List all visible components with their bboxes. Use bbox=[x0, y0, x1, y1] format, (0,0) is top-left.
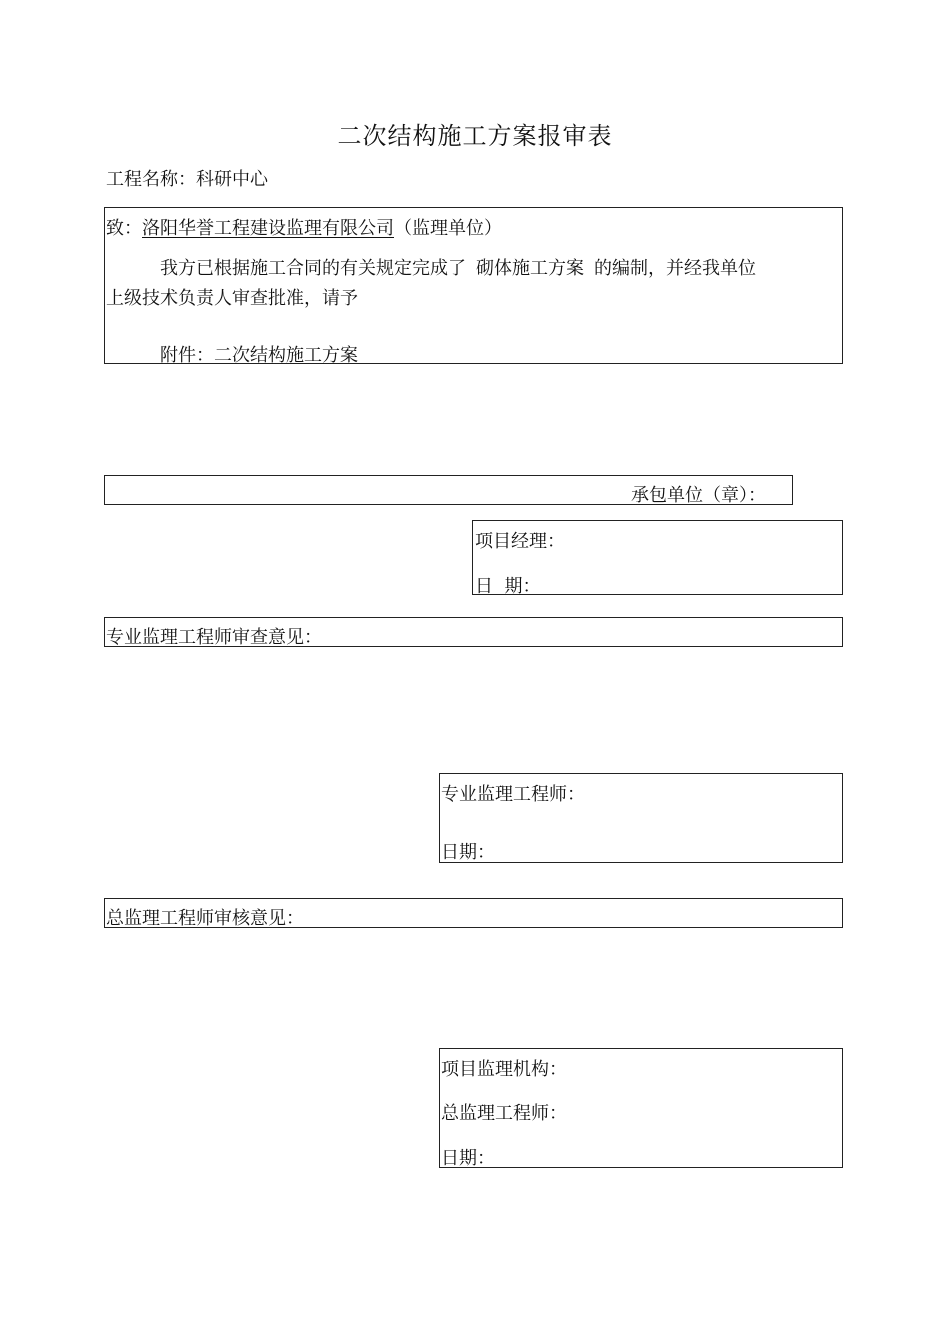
supervisor-company: 洛阳华誉工程建设监理有限公司 bbox=[142, 218, 394, 239]
contractor-date-label: 日 期： bbox=[475, 576, 541, 597]
body-line-1 bbox=[160, 254, 756, 280]
plan-name: 砌体施工方案 bbox=[476, 258, 584, 279]
submission-box bbox=[104, 207, 843, 364]
attachment-name: 二次结构施工方案 bbox=[214, 345, 358, 366]
body-line1-b: 的编制，并经我单位 bbox=[594, 258, 756, 279]
chief-date-label: 日期： bbox=[441, 1148, 495, 1169]
specialist-opinion-box bbox=[104, 617, 843, 647]
to-label: 致： bbox=[106, 218, 142, 239]
attachment-line bbox=[160, 341, 358, 367]
chief-opinion-box bbox=[104, 898, 843, 928]
contractor-unit-box bbox=[104, 475, 793, 505]
attachment-label: 附件： bbox=[160, 345, 214, 366]
body-line1-a: 我方已根据施工合同的有关规定完成了 bbox=[160, 258, 466, 279]
project-label: 工程名称： bbox=[106, 169, 196, 190]
page-title: 二次结构施工方案报审表 bbox=[337, 122, 613, 150]
chief-signature-box bbox=[439, 1048, 843, 1168]
supervisor-suffix: （监理单位） bbox=[394, 218, 502, 239]
to-line bbox=[106, 214, 502, 240]
project-manager-box bbox=[472, 520, 843, 595]
specialist-signature-box bbox=[439, 773, 843, 863]
specialist-engineer-label: 专业监理工程师： bbox=[441, 784, 585, 805]
project-manager-label: 项目经理： bbox=[475, 531, 565, 552]
supervision-org-label: 项目监理机构： bbox=[441, 1059, 567, 1080]
specialist-opinion-label: 专业监理工程师审查意见： bbox=[106, 627, 322, 648]
specialist-date-label: 日期： bbox=[441, 842, 495, 863]
project-name-line bbox=[106, 165, 268, 191]
chief-opinion-label: 总监理工程师审核意见： bbox=[106, 908, 304, 929]
project-name: 科研中心 bbox=[196, 169, 268, 190]
contractor-unit-label: 承包单位（章）： bbox=[631, 485, 766, 506]
body-line-2: 上级技术负责人审查批准，请予 bbox=[106, 288, 358, 309]
chief-engineer-label: 总监理工程师： bbox=[441, 1103, 567, 1124]
